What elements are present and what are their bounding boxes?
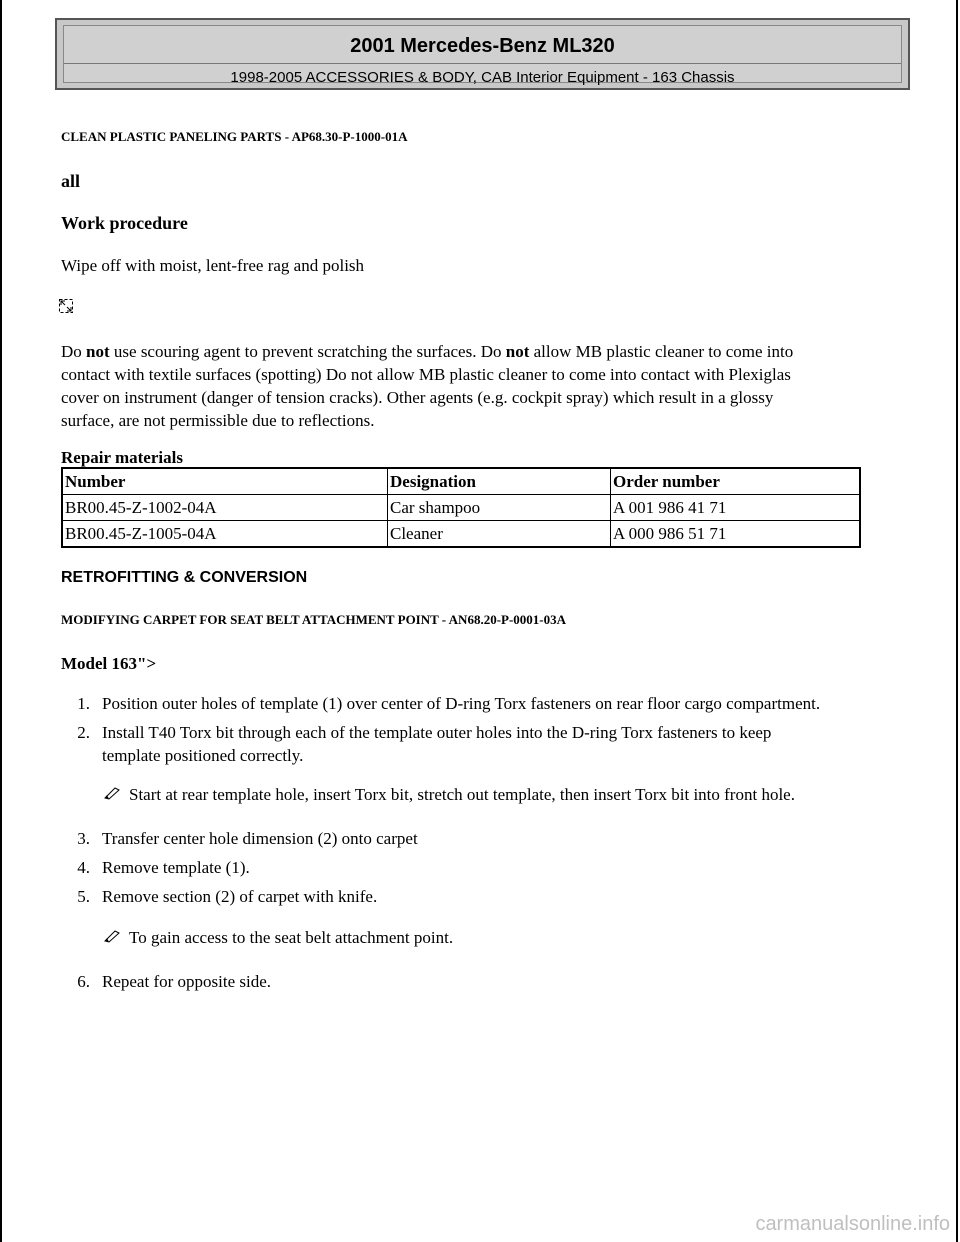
section1-title: CLEAN PLASTIC PANELING PARTS - AP68.30-P-1000-01A — [61, 129, 408, 144]
step-text: Transfer center hole dimension (2) onto carpet — [102, 829, 418, 848]
table-cell: BR00.45-Z-1002-04A — [62, 495, 388, 521]
table-row — [62, 495, 860, 521]
model-label: Model 163"> — [61, 654, 157, 673]
step-text: Repeat for opposite side. — [102, 972, 272, 991]
step-number: 3. — [77, 829, 90, 848]
document-header — [55, 18, 910, 90]
retrofitting-heading: RETROFITTING & CONVERSION — [61, 569, 308, 586]
step-text-line-2: template positioned correctly. — [102, 746, 304, 765]
section2-title: MODIFYING CARPET FOR SEAT BELT ATTACHMENT POINT - AN68.20-P-0001-03A — [61, 612, 567, 627]
step-text: Remove section (2) of carpet with knife. — [102, 887, 378, 906]
warning-line1-end: allow MB plastic cleaner to come into — [529, 342, 794, 361]
header-title: 2001 Mercedes-Benz ML320 — [350, 35, 615, 57]
warning-line-1 — [61, 342, 793, 362]
section1-scope: all — [61, 171, 81, 191]
table-row — [62, 521, 860, 548]
note-2 — [103, 928, 453, 948]
table-cell: Cleaner — [388, 521, 611, 548]
note-2-text: To gain access to the seat belt attachment point. — [129, 928, 454, 947]
repair-materials-table — [61, 467, 861, 548]
header-divider — [64, 63, 901, 64]
work-procedure-text: Wipe off with moist, lent-free rag and polish — [61, 256, 365, 275]
note-1-text: Start at rear template hole, insert Torx bit, stretch out template, then insert Torx bit into front hole. — [129, 785, 795, 804]
footer-watermark: carmanualsonline.info — [755, 1213, 950, 1235]
note-1 — [103, 785, 795, 805]
warning-line-2: contact with textile surfaces (spotting) Do not allow MB plastic cleaner to come into contact with Plexiglas — [61, 365, 791, 384]
table-header-row — [62, 468, 860, 495]
step-number: 4. — [77, 858, 90, 877]
table-header-designation: Designation — [388, 468, 611, 495]
warning-line-3: cover on instrument (danger of tension cracks). Other agents (e.g. cockpit spray) which result in a glossy — [61, 388, 774, 407]
table-cell: BR00.45-Z-1005-04A — [62, 521, 388, 548]
work-procedure-heading: Work procedure — [61, 213, 188, 233]
broken-image-icon — [59, 299, 73, 313]
step-text: Remove template (1). — [102, 858, 250, 877]
step-number: 5. — [77, 887, 90, 906]
note-pencil-icon — [103, 929, 125, 943]
step-text-line-1: Install T40 Torx bit through each of the template outer holes into the D-ring Torx fasteners to keep — [102, 723, 772, 742]
table-header-order-number: Order number — [611, 468, 861, 495]
table-cell: Car shampoo — [388, 495, 611, 521]
warning-line-4: surface, are not permissible due to reflections. — [61, 411, 375, 430]
warning-not-2: not — [505, 342, 530, 361]
warning-mid: use scouring agent to prevent scratching the surfaces. Do — [109, 342, 506, 361]
table-cell: A 001 986 41 71 — [611, 495, 861, 521]
step-number: 6. — [77, 972, 90, 991]
header-subtitle: 1998-2005 ACCESSORIES & BODY, CAB Interior Equipment - 163 Chassis — [230, 69, 735, 86]
step-number: 1. — [77, 694, 90, 713]
repair-materials-heading: Repair materials — [61, 448, 183, 467]
note-pencil-icon — [103, 786, 125, 800]
warning-not-1: not — [86, 342, 110, 361]
step-number: 2. — [77, 723, 90, 742]
warning-do: Do — [61, 342, 87, 361]
step-text: Position outer holes of template (1) over center of D-ring Torx fasteners on rear floor cargo compartment. — [102, 694, 821, 713]
table-cell: A 000 986 51 71 — [611, 521, 861, 548]
header-inner — [63, 25, 902, 86]
table-header-number: Number — [62, 468, 388, 495]
